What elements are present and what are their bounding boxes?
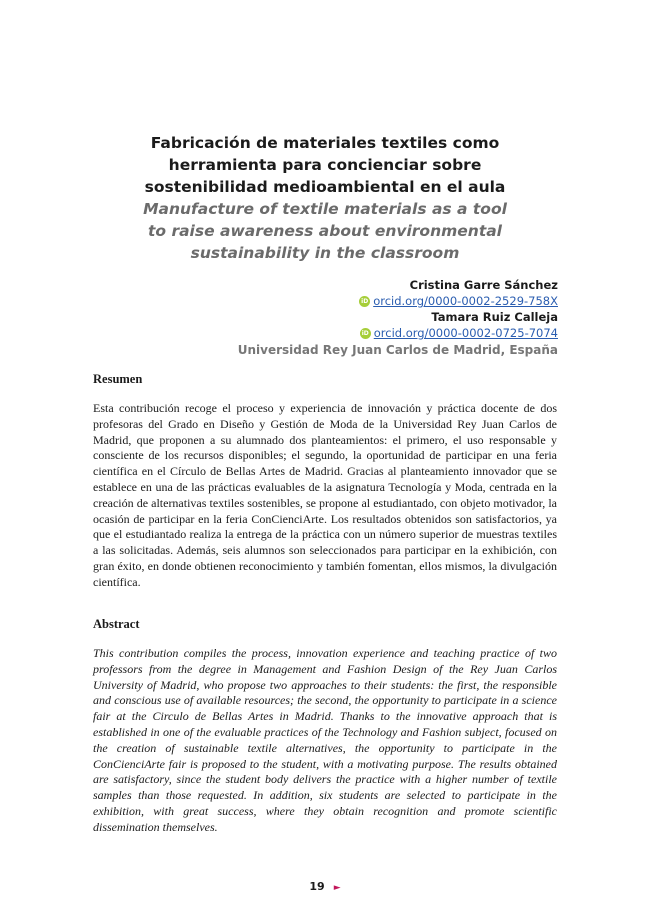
affiliation: Universidad Rey Juan Carlos de Madrid, España bbox=[237, 343, 558, 357]
abstract-heading: Abstract bbox=[93, 617, 140, 631]
abstract-text: This contribution compiles the process, innovation experience and teaching practice of two professors from the degree in Management and Fashion Design of the Rey Juan Carlos University of Madrid, who propose two approaches to their students: the first, the responsible and conscious use of available resources; the second, the opportunity to participate in a science fair at the Circulo de Bellas Artes in Madrid. Thanks to the innovative approach that is established in one of the evaluable practices of the Technology and Fashion subject, focused on the creation of sustainable textile alternatives, the opportunity to participate in the ConCienciArte fair is proposed to the student, with a motivating purpose. The results obtained are satisfactory, since the student body delivers the practice with a higher number of textile samples than those requested. In addition, six students are selected to participate in the exhibition, with great success, where they obtain recognition and promote scientific dissemination themselves. bbox=[93, 646, 557, 834]
resumen-text: Esta contribución recoge el proceso y experiencia de innovación y práctica docente de dos profesoras del Grado en Diseño y Gestión de Moda de la Universidad Rey Juan Carlos de Madrid, que proponen a su alumnado dos planteamientos: el primero, el uso responsable y consciente de los recursos disponibles; el segundo, la oportunidad de participar en una feria científica en el Círculo de Bellas Artes de Madrid. Gracias al planteamiento innovador que se establece en una de las prácticas evaluables de la asignatura Tecnología y Moda, centrada en la creación de alternativas textiles sostenibles, se propone al estudiantado, con objeto motivador, la ocasión de participar en la feria ConCienciArte. Los resultados obtenidos son satisfactorios, ya que el estudiantado realiza la entrega de la práctica con un número superior de muestras textiles a las solicitadas. Además, seis alumnos son seleccionados para participar en la exhibición, con gran éxito, en donde obtienen reconocimiento y también fomentan, ellos mismos, la divulgación científica. bbox=[93, 401, 557, 589]
orcid-link[interactable]: orcid.org/0000-0002-2529-758X bbox=[373, 294, 558, 308]
next-arrow-icon[interactable]: ► bbox=[333, 883, 341, 893]
title-spanish: Fabricación de materiales textiles como herramienta para concienciar sobre sostenibilidad medioambiental en el aula bbox=[144, 134, 506, 196]
orcid-link[interactable]: orcid.org/0000-0002-0725-7074 bbox=[373, 326, 558, 340]
author-block bbox=[238, 277, 558, 358]
author-name: Tamara Ruiz Calleja bbox=[431, 310, 558, 324]
page-number: 19 bbox=[309, 880, 325, 893]
orcid-row bbox=[238, 293, 558, 309]
orcid-icon: iD bbox=[361, 329, 369, 337]
author-name: Cristina Garre Sánchez bbox=[409, 278, 558, 292]
page-footer bbox=[0, 880, 650, 893]
title-english: Manufacture of textile materials as a tool to raise awareness about environmental sustainability in the classroom bbox=[143, 200, 507, 262]
resumen-heading: Resumen bbox=[93, 372, 143, 386]
orcid-icon: iD bbox=[361, 297, 369, 305]
orcid-row bbox=[238, 325, 558, 341]
title-block bbox=[0, 132, 650, 264]
